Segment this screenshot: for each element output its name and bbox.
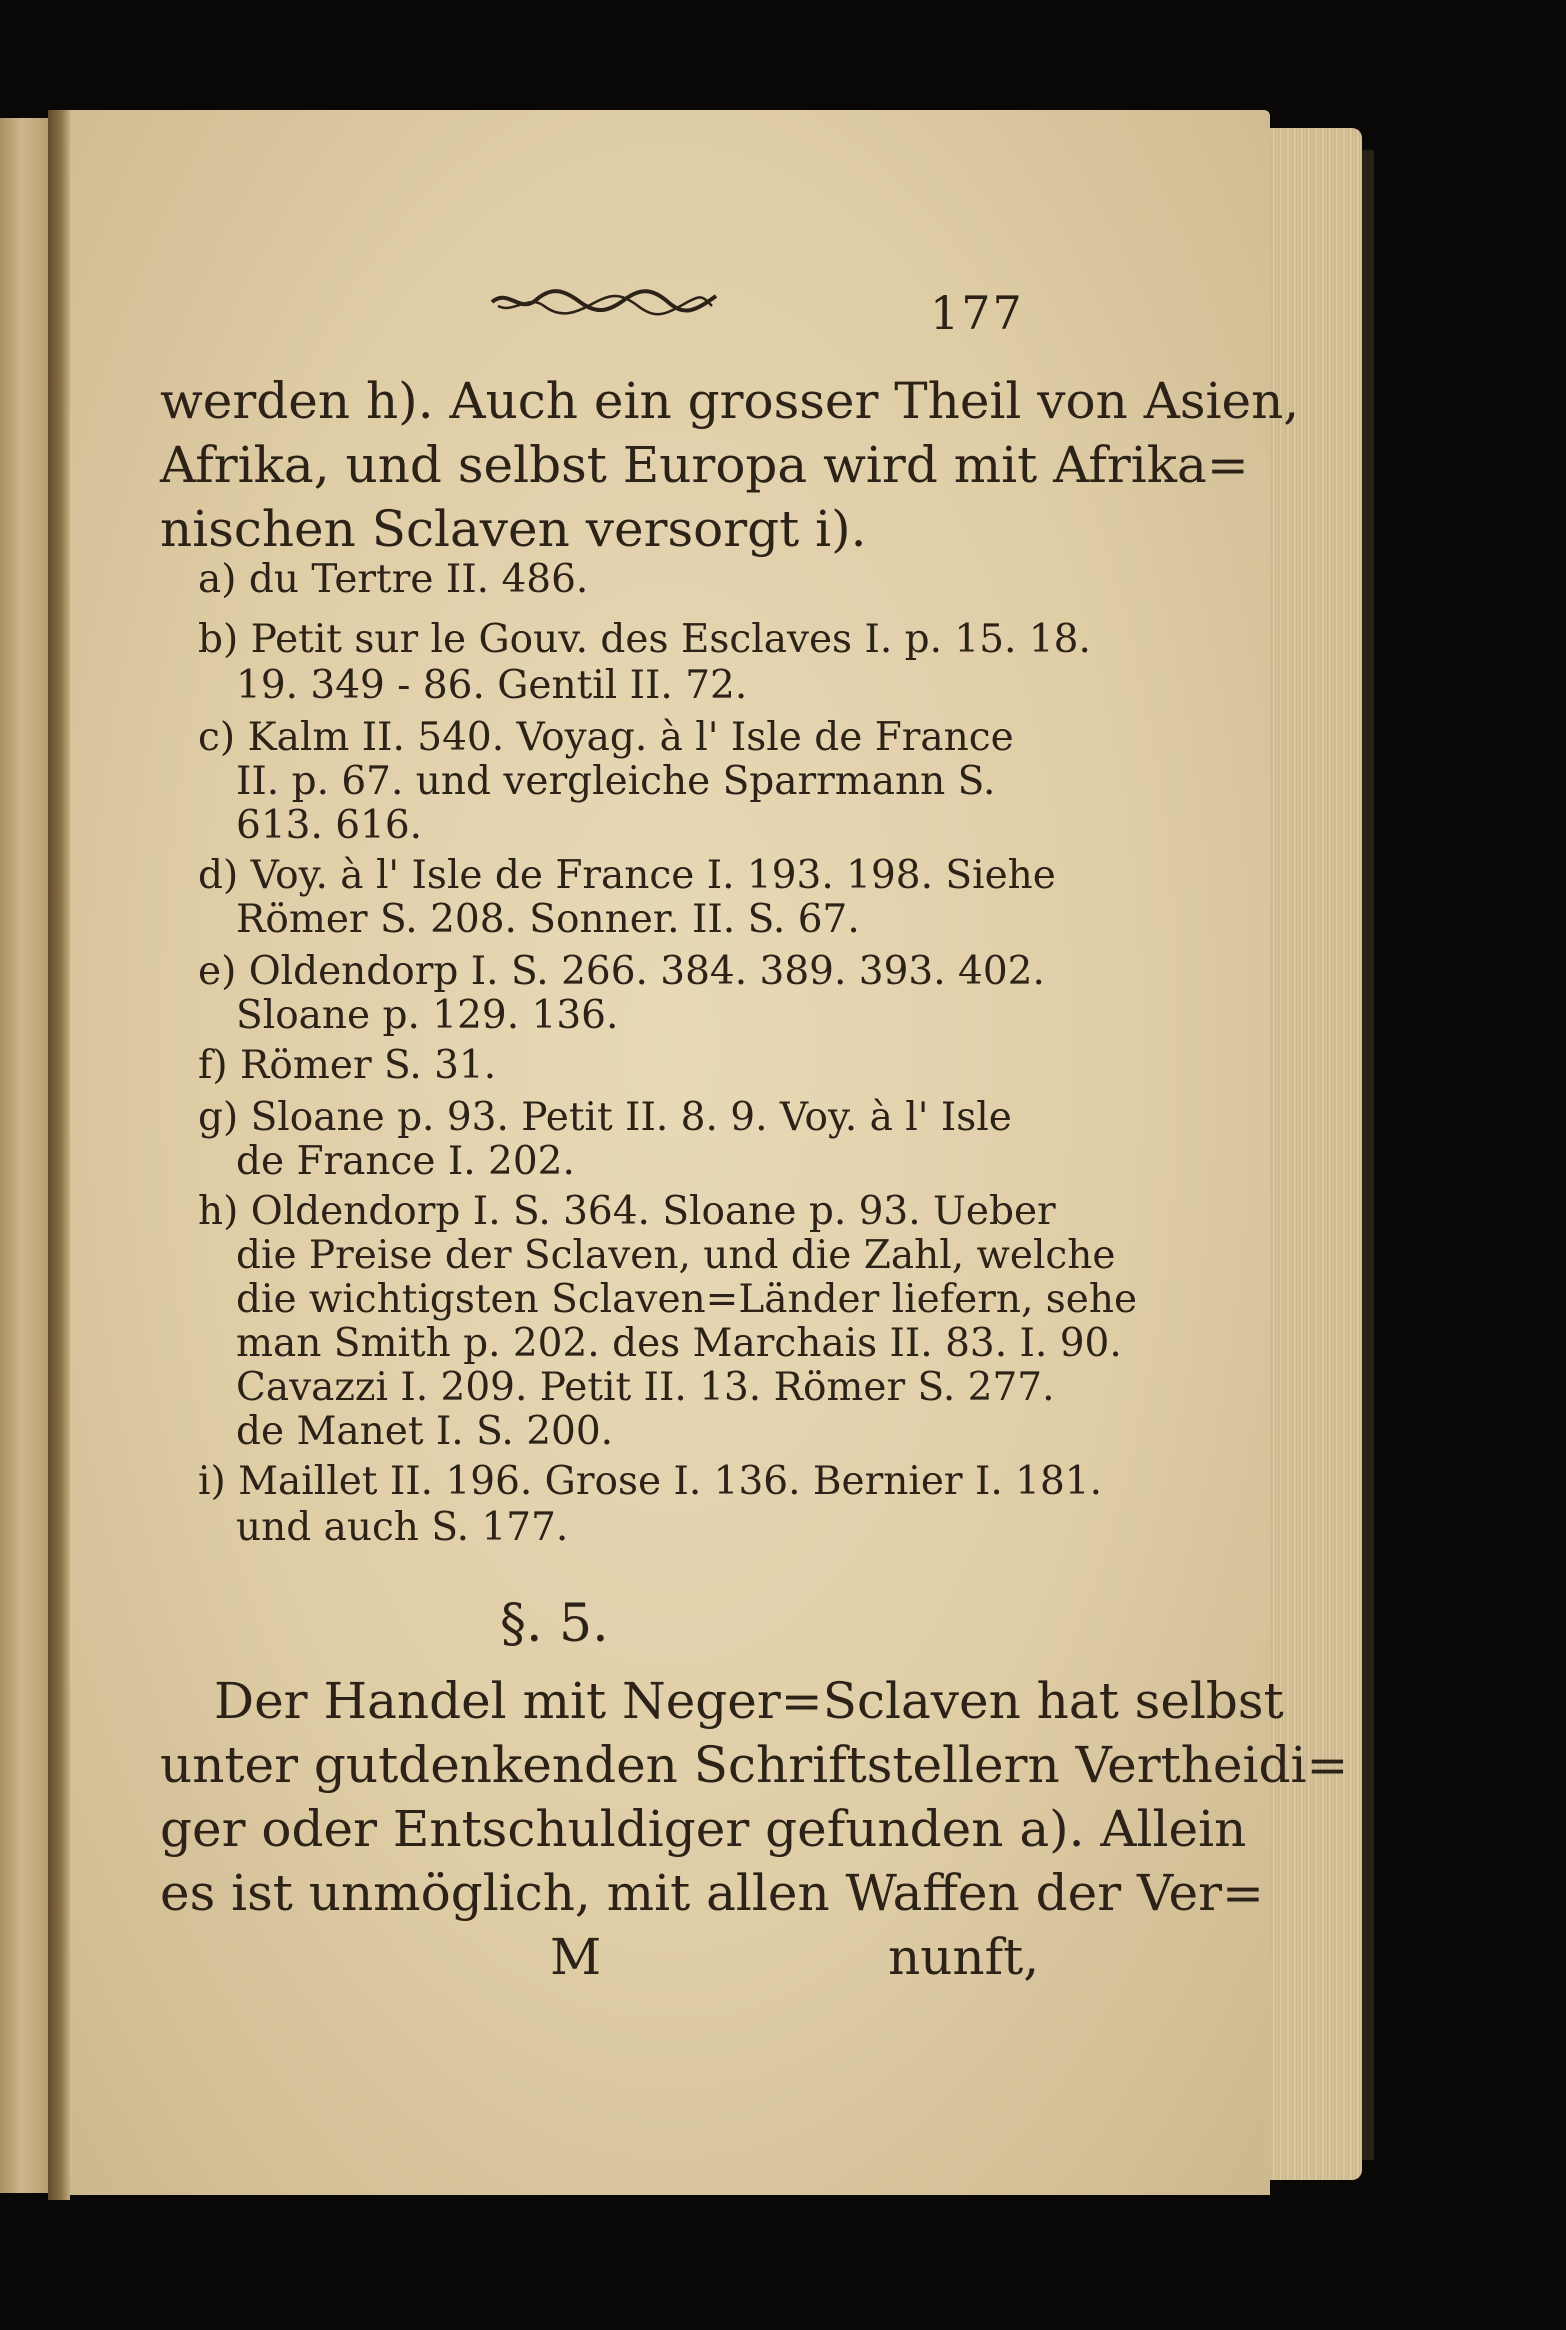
footnote-line: II. p. 67. und vergleiche Sparrmann S. [236, 759, 996, 804]
footnote-line: d) Voy. à l' Isle de France I. 193. 198. Siehe [198, 853, 1056, 898]
footnote-line: Römer S. 208. Sonner. II. S. 67. [236, 897, 860, 942]
header-ornament-icon [488, 284, 720, 318]
page-number: 177 [930, 286, 1024, 340]
footnote-line: man Smith p. 202. des Marchais II. 83. I. 90. [236, 1321, 1122, 1366]
body-line: Der Handel mit Neger=Sclaven hat selbst [214, 1672, 1284, 1730]
signature-mark: M [550, 1928, 602, 1986]
body-line: Afrika, und selbst Europa wird mit Afrika= [160, 436, 1249, 494]
footnote-line: f) Römer S. 31. [198, 1043, 497, 1088]
body-line: nischen Sclaven versorgt i). [160, 500, 867, 558]
footnote-line: de France I. 202. [236, 1139, 575, 1184]
footnote-line: Sloane p. 129. 136. [236, 993, 619, 1038]
body-line: werden h). Auch ein grosser Theil von Asien, [160, 372, 1300, 430]
section-heading: §. 5. [500, 1594, 609, 1654]
footnote-line: c) Kalm II. 540. Voyag. à l' Isle de France [198, 715, 1014, 760]
footnote-line: die wichtigsten Sclaven=Länder liefern, sehe [236, 1277, 1138, 1322]
body-line: ger oder Entschuldiger gefunden a). Allein [160, 1800, 1247, 1858]
footnote-line: de Manet I. S. 200. [236, 1409, 614, 1454]
footnote-line: b) Petit sur le Gouv. des Esclaves I. p. 15. 18. [198, 617, 1091, 662]
catchword: nunft, [888, 1928, 1040, 1986]
footnote-line: i) Maillet II. 196. Grose I. 136. Bernier I. 181. [198, 1459, 1103, 1504]
body-line: es ist unmöglich, mit allen Waffen der Ver= [160, 1864, 1264, 1922]
footnote-line: 613. 616. [236, 803, 423, 848]
footnote-line: h) Oldendorp I. S. 364. Sloane p. 93. Ueber [198, 1189, 1056, 1234]
footnote-line: g) Sloane p. 93. Petit II. 8. 9. Voy. à l' Isle [198, 1095, 1012, 1140]
footnote-line: a) du Tertre II. 486. [198, 557, 589, 602]
footnote-line: die Preise der Sclaven, und die Zahl, welche [236, 1233, 1116, 1278]
footnote-line: Cavazzi I. 209. Petit II. 13. Römer S. 277. [236, 1365, 1055, 1410]
footnote-line: 19. 349 - 86. Gentil II. 72. [236, 663, 748, 708]
footnote-line: e) Oldendorp I. S. 266. 384. 389. 393. 402. [198, 949, 1045, 994]
footnote-line: und auch S. 177. [236, 1505, 569, 1550]
body-line: unter gutdenkenden Schriftstellern Vertheidi= [160, 1736, 1349, 1794]
